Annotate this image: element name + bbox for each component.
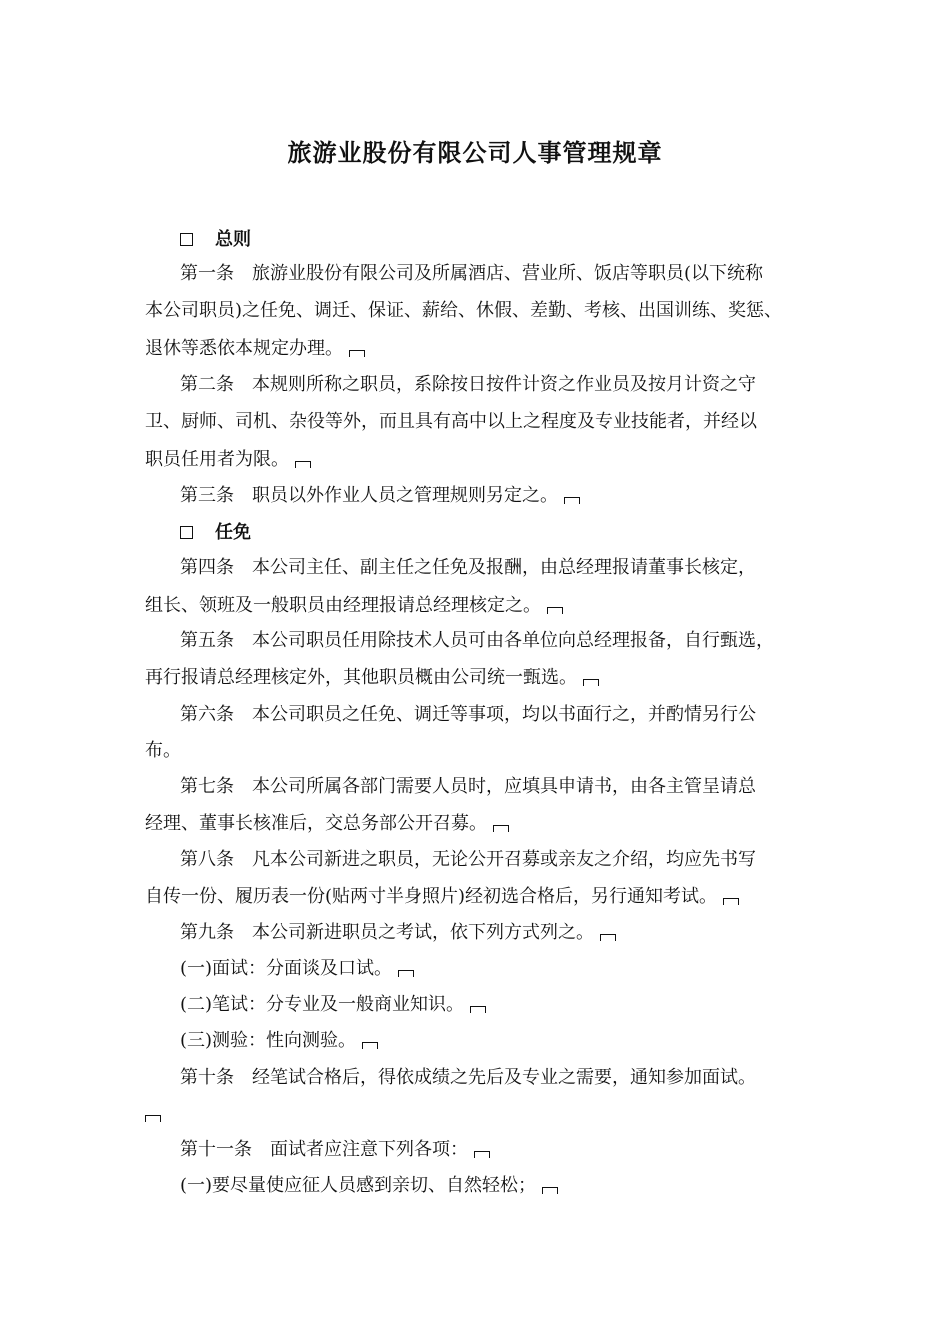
article-9-item-2: (二)笔试：分专业及一般商业知识。	[180, 993, 860, 1017]
article-1-cont: 本公司职员)之任免、调迁、保证、薪给、休假、差勤、考核、出国训练、奖惩、	[145, 300, 783, 321]
article-10: 第十条 经笔试合格后，得依成绩之先后及专业之需要，通知参加面试。	[180, 1067, 756, 1088]
section-heading-general: 总则	[180, 228, 860, 252]
paragraph-mark-icon	[362, 1042, 378, 1049]
paragraph-mark-icon	[547, 607, 563, 614]
checkbox-square-icon	[180, 233, 193, 246]
article-6-end: 布。	[145, 740, 181, 761]
article-1-end: 退休等悉依本规定办理。	[145, 337, 825, 361]
article-3: 第三条 职员以外作业人员之管理规则另定之。	[180, 484, 860, 508]
article-7-end: 经理、董事长核准后，交总务部公开召募。	[145, 812, 825, 836]
article-4-end: 组长、领班及一般职员由经理报请总经理核定之。	[145, 594, 825, 618]
paragraph-mark-icon	[542, 1187, 558, 1194]
article-4: 第四条 本公司主任、副主任之任免及报酬，由总经理报请董事长核定，	[180, 557, 756, 578]
article-8-end: 自传一份、履历表一份(贴两寸半身照片)经初选合格后，另行通知考试。	[145, 885, 825, 909]
paragraph-mark-icon	[398, 970, 414, 977]
article-10-end	[145, 1102, 825, 1126]
article-8: 第八条 凡本公司新进之职员，无论公开召募或亲友之介绍，均应先书写	[180, 849, 756, 870]
section-heading-appointment: 任免	[180, 521, 860, 545]
paragraph-mark-icon	[349, 350, 365, 357]
article-5: 第五条 本公司职员任用除技术人员可由各单位向总经理报备，自行甄选，	[180, 630, 774, 651]
paragraph-mark-icon	[493, 825, 509, 832]
article-2-cont: 卫、厨师、司机、杂役等外，而且具有高中以上之程度及专业技能者，并经以	[145, 411, 757, 432]
paragraph-mark-icon	[583, 679, 599, 686]
paragraph-mark-icon	[470, 1006, 486, 1013]
article-1: 第一条 旅游业股份有限公司及所属酒店、营业所、饭店等职员(以下统称	[180, 263, 764, 284]
article-9: 第九条 本公司新进职员之考试，依下列方式列之。	[180, 921, 860, 945]
article-9-item-3: (三)测验：性向测验。	[180, 1029, 860, 1053]
article-2-end: 职员任用者为限。	[145, 448, 825, 472]
paragraph-mark-icon	[474, 1151, 490, 1158]
article-2: 第二条 本规则所称之职员，系除按日按件计资之作业员及按月计资之守	[180, 374, 756, 395]
article-5-end: 再行报请总经理核定外，其他职员概由公司统一甄选。	[145, 666, 825, 690]
article-6: 第六条 本公司职员之任免、调迁等事项，均以书面行之，并酌情另行公	[180, 704, 756, 725]
paragraph-mark-icon	[295, 461, 311, 468]
document-title: 旅游业股份有限公司人事管理规章	[287, 139, 663, 167]
paragraph-mark-icon	[564, 497, 580, 504]
checkbox-square-icon	[180, 526, 193, 539]
paragraph-mark-icon	[600, 934, 616, 941]
paragraph-mark-icon	[723, 898, 739, 905]
paragraph-mark-icon	[145, 1115, 161, 1122]
article-11: 第十一条 面试者应注意下列各项：	[180, 1138, 860, 1162]
article-9-item-1: (一)面试：分面谈及口试。	[180, 957, 860, 981]
article-7: 第七条 本公司所属各部门需要人员时，应填具申请书，由各主管呈请总	[180, 776, 756, 797]
article-11-item-1: (一)要尽量使应征人员感到亲切、自然轻松；	[180, 1174, 860, 1198]
